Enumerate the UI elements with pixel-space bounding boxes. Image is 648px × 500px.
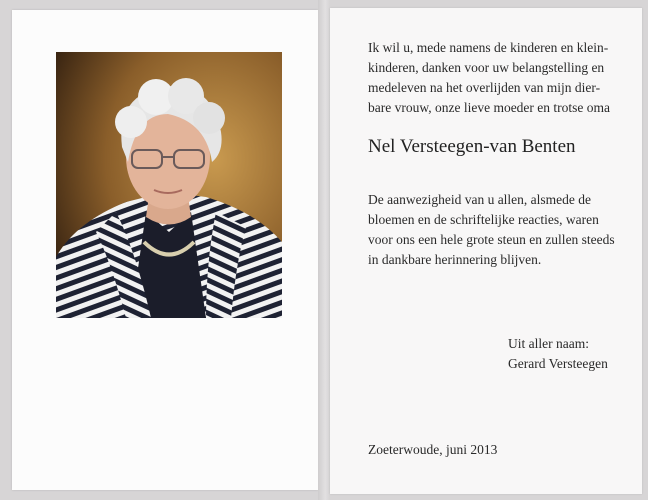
portrait-photo	[56, 52, 282, 318]
card-fold	[318, 0, 330, 500]
deceased-name: Nel Versteegen-van Benten	[368, 136, 576, 157]
signature-line: Uit aller naam:	[508, 336, 589, 351]
intro-line: Ik wil u, mede namens de kinderen en klein-	[368, 40, 609, 55]
thanks-line: De aanwezigheid van u allen, alsmede de	[368, 192, 592, 207]
intro-text	[368, 38, 630, 118]
portrait-photo-image	[56, 52, 282, 318]
intro-line: medeleven na het overlijden van mijn dier-	[368, 80, 601, 95]
signature-line: Gerard Versteegen	[508, 356, 608, 371]
thanks-line: voor ons een hele grote steun en zullen steeds	[368, 232, 615, 247]
right-card-panel	[330, 8, 642, 494]
signature-block	[508, 334, 608, 374]
thanks-line: bloemen en de schriftelijke reacties, waren	[368, 212, 599, 227]
intro-line: kinderen, danken voor uw belangstelling en	[368, 60, 605, 75]
thanks-line: in dankbare herinnering blijven.	[368, 252, 542, 267]
left-card-panel	[12, 10, 318, 490]
place-date: Zoeterwoude, juni 2013	[368, 442, 498, 457]
intro-line: bare vrouw, onze lieve moeder en trotse oma	[368, 100, 611, 115]
thanks-text	[368, 190, 630, 270]
